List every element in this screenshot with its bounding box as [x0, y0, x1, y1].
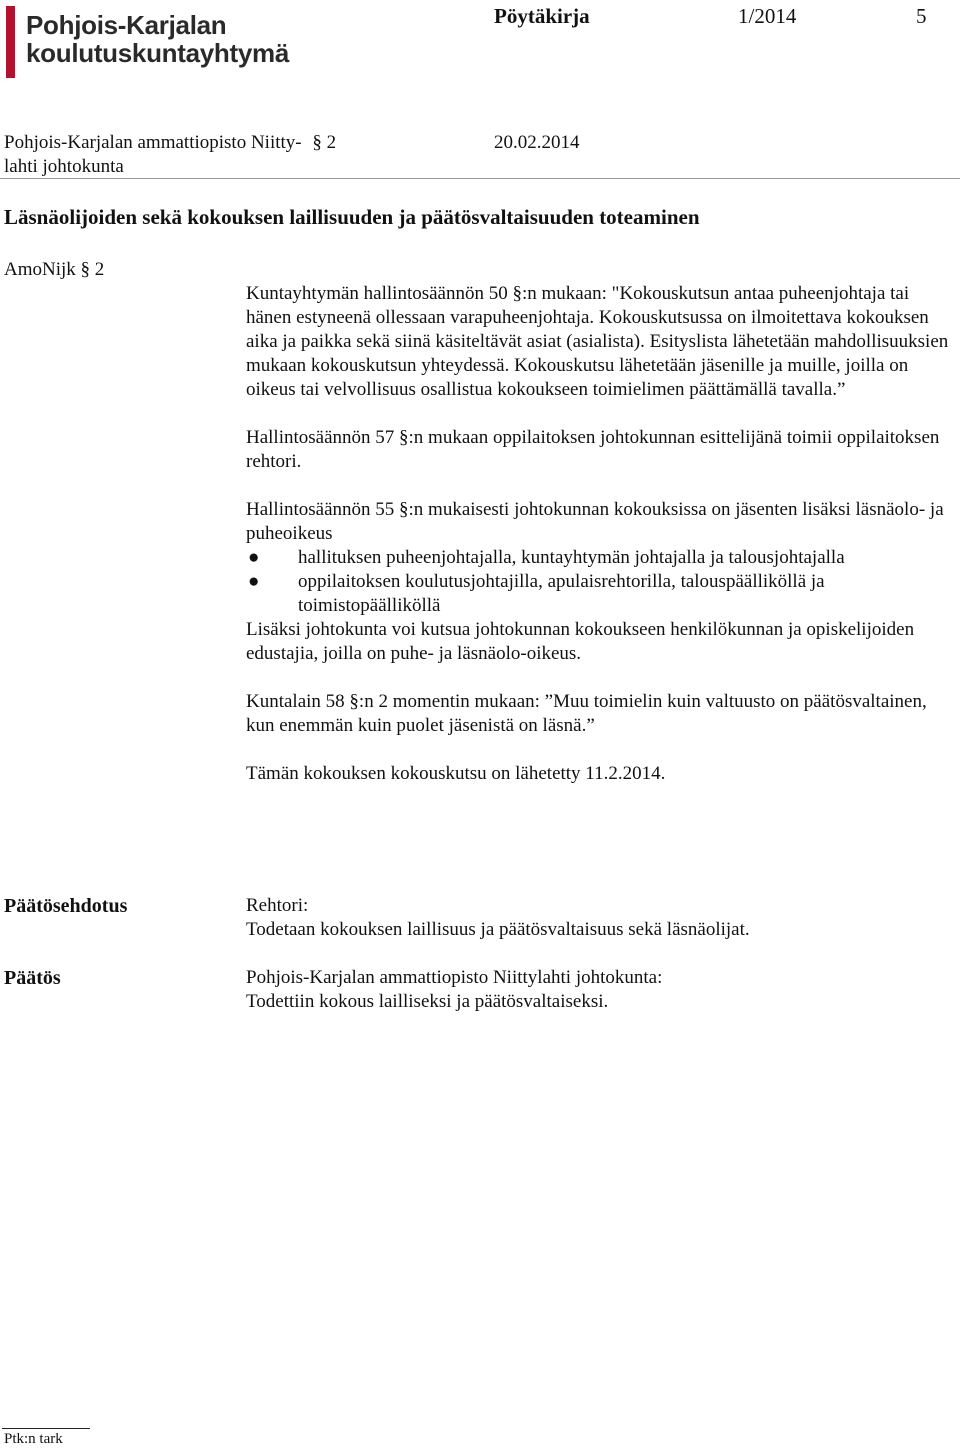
meeting-body [4, 131, 404, 179]
proposal-text: Todetaan kokouksen laillisuus ja päätösvaltaisuus sekä läsnäolijat. [246, 919, 750, 940]
body-paragraph-1: Kuntayhtymän hallintosäännön 50 §:n mukaan: "Kokouskutsun antaa puheenjohtaja tai hänen estyneenä ollessaan varapuheenjohtaja. Kokouskutsussa on ilmoitettava kokouksen aika ja paikka sekä siinä käsiteltävät asiat (asialista). Esityslista lähetetään mahdollisuuksien mukaan kokouskutsun yhteydessä. Kokouskutsu lähetetään jäsenille ja muille, joilla on oikeus tai velvollisuus osallistua kokoukseen toimielimen päättämällä tavalla.” [246, 283, 949, 400]
body-paragraph-3-after: Lisäksi johtokunta voi kutsua johtokunnan kokoukseen henkilökunnan ja opiskelijoiden edustajia, joilla on puhe- ja läsnäolo-oikeus. [246, 619, 915, 664]
decision-label: Päätös [4, 967, 61, 989]
page-number: 5 [916, 4, 927, 28]
document-number: 1/2014 [738, 4, 797, 28]
body-paragraph-3-intro: Hallintosäännön 55 §:n mukaisesti johtokunnan kokouksissa on jäsenten lisäksi läsnäolo- ja puheoikeus [246, 499, 944, 544]
bullet-icon: ● [248, 571, 260, 592]
decision-content [246, 966, 958, 1014]
section-body [246, 282, 958, 810]
footer-divider [2, 1428, 90, 1429]
decision-body: Pohjois-Karjalan ammattiopisto Niittylahti johtokunta: [246, 967, 663, 988]
meeting-body-line-2: lahti johtokunta [4, 156, 124, 177]
header-divider [0, 178, 960, 179]
proposal-author: Rehtori: [246, 895, 309, 916]
proposal-content [246, 894, 958, 942]
body-paragraph-2: Hallintosäännön 57 §:n mukaan oppilaitoksen johtokunnan esittelijänä toimii oppilaitoksen rehtori. [246, 427, 940, 472]
list-item: ● hallituksen puheenjohtajalla, kuntayhtymän johtajalla ja talousjohtajalla [248, 547, 845, 568]
case-reference: AmoNijk § 2 [4, 259, 105, 280]
meeting-date: 20.02.2014 [494, 132, 580, 153]
paragraph-reference: § 2 [312, 132, 337, 153]
body-paragraph-4: Kuntalain 58 §:n 2 momentin mukaan: ”Muu toimielin kuin valtuusto on päätösvaltainen, kun enemmän kuin puolet jäsenistä on läsnä.” [246, 691, 927, 736]
organization-logo [26, 11, 289, 67]
meeting-body-line-1: Pohjois-Karjalan ammattiopisto Niitty- [4, 132, 302, 153]
document-type: Pöytäkirja [494, 4, 590, 28]
minutes-checker-label: Ptk:n tark [4, 1431, 63, 1447]
bullet-icon: ● [248, 547, 260, 568]
body-paragraph-5: Tämän kokouksen kokouskutsu on lähetetty 11.2.2014. [246, 763, 666, 784]
logo-line-1: Pohjois-Karjalan [26, 10, 227, 40]
logo-line-2: koulutuskuntayhtymä [26, 38, 290, 68]
proposal-label: Päätösehdotus [4, 895, 128, 917]
decision-text: Todettiin kokous lailliseksi ja päätösvaltaiseksi. [246, 991, 609, 1012]
section-title: Läsnäolijoiden sekä kokouksen laillisuuden ja päätösvaltaisuuden toteaminen [4, 205, 700, 229]
logo-accent-bar [6, 6, 15, 78]
list-item: ● oppilaitoksen koulutusjohtajilla, apulaisrehtorilla, talouspäälliköllä ja toimistopäälliköllä [248, 571, 825, 616]
attendee-rights-list [246, 546, 958, 618]
